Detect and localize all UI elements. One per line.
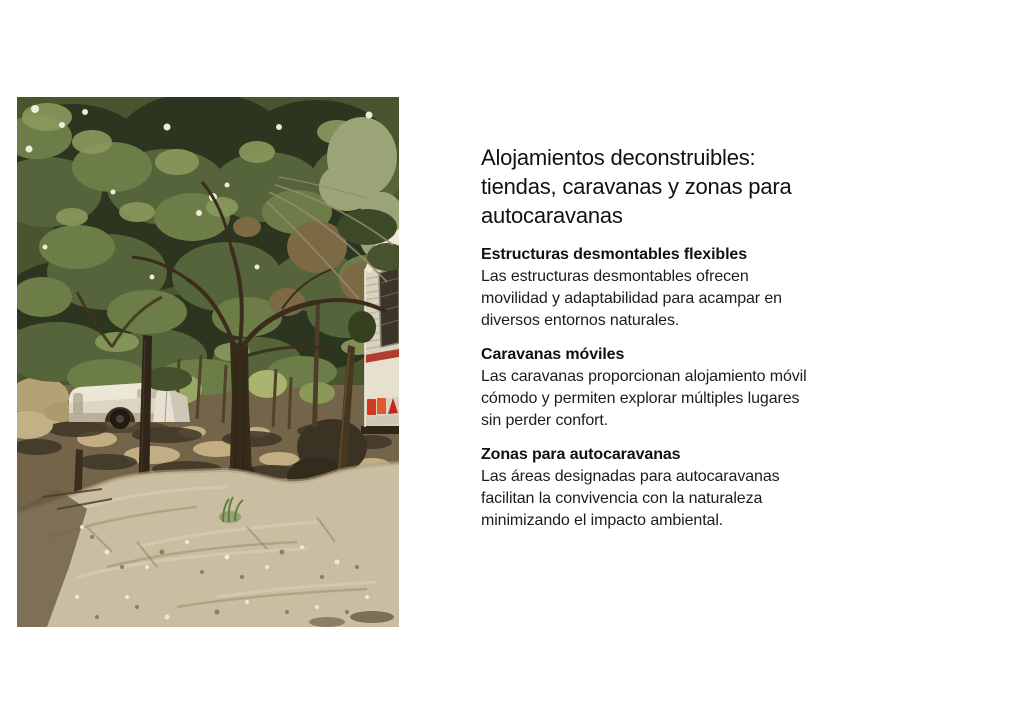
section-body: Las áreas designadas para autocaravanas facilitan la convivencia con la naturaleza minimizando el impacto ambiental.: [481, 468, 780, 529]
section-heading: Zonas para autocaravanas: [481, 446, 681, 463]
slide-content: [481, 143, 813, 532]
campsite-photo: [17, 97, 399, 627]
section-heading: Estructuras desmontables flexibles: [481, 246, 748, 263]
campsite-photo-illustration: [17, 97, 399, 627]
section-heading: Caravanas móviles: [481, 346, 625, 363]
slide-title: Alojamientos deconstruibles: tiendas, caravanas y zonas para autocaravanas: [481, 145, 792, 228]
section-body: Las caravanas proporcionan alojamiento móvil cómodo y permiten explorar múltiples lugares sin perder confort.: [481, 368, 807, 429]
section-estructuras-desmontables: [481, 244, 813, 332]
section-body: Las estructuras desmontables ofrecen movilidad y adaptabilidad para acampar en diversos entornos naturales.: [481, 268, 782, 329]
distant-caravan: [69, 382, 169, 433]
section-caravanas-moviles: [481, 344, 813, 432]
section-zonas-autocaravanas: [481, 444, 813, 532]
